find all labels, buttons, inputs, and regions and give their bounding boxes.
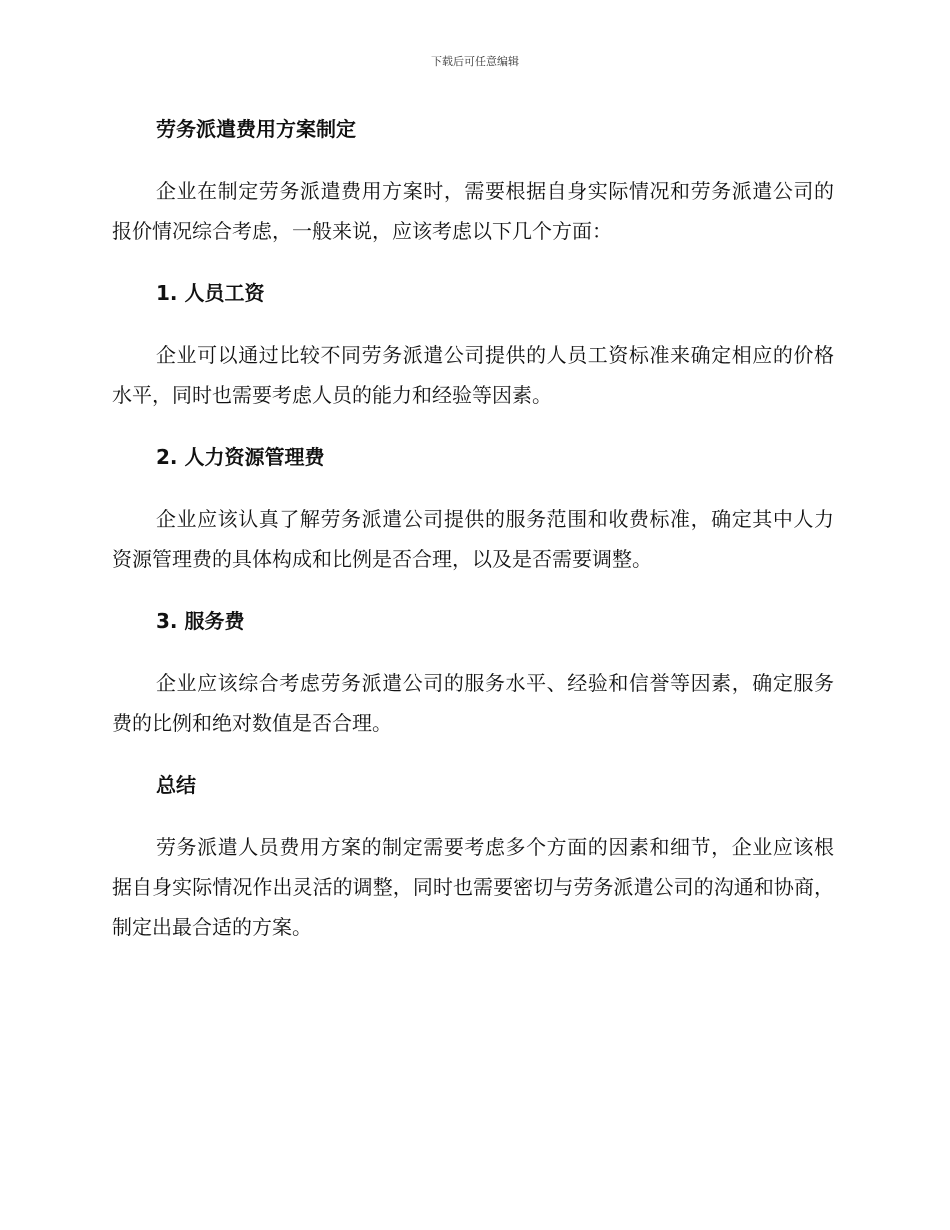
document-title: 劳务派遣费用方案制定 <box>156 117 356 141</box>
header-note: 下载后可任意编辑 <box>431 55 519 68</box>
summary-paragraph: 劳务派遣人员费用方案的制定需要考虑多个方面的因素和细节，企业应该根据自身实际情况作出灵活的调整，同时也需要密切与劳务派遣公司的沟通和协商，制定出最合适的方案。 <box>112 835 834 939</box>
section-body-service-fee: 企业应该综合考虑劳务派遣公司的服务水平、经验和信誉等因素，确定服务费的比例和绝对数值是否合理。 <box>112 671 834 735</box>
section-body-salary: 企业可以通过比较不同劳务派遣公司提供的人员工资标准来确定相应的价格水平，同时也需要考虑人员的能力和经验等因素。 <box>112 343 834 407</box>
section-body-hr-fee: 企业应该认真了解劳务派遣公司提供的服务范围和收费标准，确定其中人力资源管理费的具体构成和比例是否合理，以及是否需要调整。 <box>112 507 834 571</box>
intro-paragraph: 企业在制定劳务派遣费用方案时，需要根据自身实际情况和劳务派遣公司的报价情况综合考虑，一般来说，应该考虑以下几个方面： <box>112 179 834 243</box>
section-heading-salary: 1. 人员工资 <box>156 281 265 305</box>
section-heading-service-fee: 3. 服务费 <box>156 609 245 633</box>
summary-heading: 总结 <box>156 773 196 797</box>
section-heading-hr-fee: 2. 人力资源管理费 <box>156 445 325 469</box>
document-body <box>112 112 834 972</box>
